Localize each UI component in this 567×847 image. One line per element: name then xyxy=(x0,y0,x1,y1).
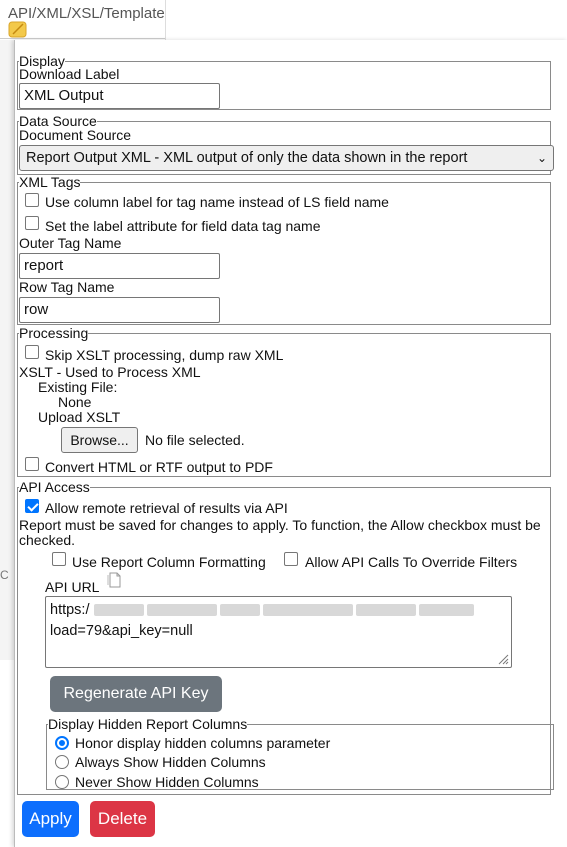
processing-legend: Processing xyxy=(19,325,89,341)
document-source-value: Report Output XML - XML output of only the data shown in the report xyxy=(26,150,468,166)
regenerate-api-key-button[interactable]: Regenerate API Key xyxy=(50,676,222,712)
outer-tag-input[interactable]: report xyxy=(19,253,220,279)
use-column-label-checkbox[interactable] xyxy=(25,193,39,207)
document-source-select[interactable] xyxy=(19,145,554,171)
download-label-input[interactable]: XML Output xyxy=(19,83,220,109)
radio-never-show-hidden[interactable] xyxy=(55,775,69,789)
allow-remote-label[interactable]: Allow remote retrieval of results via API xyxy=(45,500,288,516)
background-tab-line xyxy=(0,38,166,39)
upload-xslt-title: Upload XSLT xyxy=(38,409,121,425)
api-url-prefix: https:/ xyxy=(50,602,90,618)
background-left-char: C xyxy=(0,568,9,582)
use-column-label-label[interactable]: Use column label for tag name instead of LS field name xyxy=(45,194,389,210)
api-access-legend: API Access xyxy=(19,479,90,495)
chevron-down-icon: ⌄ xyxy=(536,151,547,165)
export-settings-dialog xyxy=(14,40,567,847)
radio-always-show-hidden[interactable] xyxy=(55,755,69,769)
api-url-line-1 xyxy=(50,600,507,621)
convert-pdf-label[interactable]: Convert HTML or RTF output to PDF xyxy=(45,459,273,475)
radio-honor-hidden-columns[interactable] xyxy=(55,736,69,750)
download-label-title: Download Label xyxy=(19,66,120,82)
convert-pdf-checkbox[interactable] xyxy=(25,457,39,471)
delete-button[interactable]: Delete xyxy=(90,801,155,837)
copy-document-icon[interactable] xyxy=(107,572,121,588)
display-legend: Display xyxy=(19,53,65,69)
existing-file-title: Existing File: xyxy=(38,379,118,395)
browse-button[interactable]: Browse... xyxy=(61,427,138,453)
api-url-title: API URL xyxy=(45,579,100,595)
allow-override-filters-checkbox[interactable] xyxy=(284,552,298,566)
resize-grip-icon[interactable] xyxy=(497,653,509,665)
allow-override-filters-label[interactable]: Allow API Calls To Override Filters xyxy=(305,554,518,570)
radio-honor-hidden-columns-label[interactable]: Honor display hidden columns parameter xyxy=(75,735,331,751)
background-left-panel xyxy=(0,40,14,660)
row-tag-title: Row Tag Name xyxy=(19,279,115,295)
apply-button[interactable]: Apply xyxy=(22,801,79,837)
api-url-line-2: load=79&api_key=null xyxy=(50,623,193,639)
set-label-attribute-checkbox[interactable] xyxy=(25,216,39,230)
background-divider xyxy=(165,0,166,40)
api-url-textarea[interactable] xyxy=(45,596,512,668)
skip-xslt-label[interactable]: Skip XSLT processing, dump raw XML xyxy=(45,347,284,363)
skip-xslt-checkbox[interactable] xyxy=(25,345,39,359)
api-save-note: Report must be saved for changes to apply. To function, the Allow checkbox must be checked. xyxy=(19,517,541,548)
allow-remote-checkbox[interactable] xyxy=(25,499,39,513)
use-report-formatting-checkbox[interactable] xyxy=(52,552,66,566)
outer-tag-title: Outer Tag Name xyxy=(19,235,122,251)
no-file-selected-text: No file selected. xyxy=(145,432,245,448)
row-tag-input[interactable]: row xyxy=(19,297,220,323)
existing-file-value: None xyxy=(58,394,92,410)
set-label-attribute-label[interactable]: Set the label attribute for field data tag name xyxy=(45,218,321,234)
use-report-formatting-label[interactable]: Use Report Column Formatting xyxy=(72,554,266,570)
xslt-title: XSLT - Used to Process XML xyxy=(19,364,201,380)
pencil-folder-icon xyxy=(8,20,28,38)
background-breadcrumb: API/XML/XSL/Template xyxy=(8,5,165,22)
radio-never-show-hidden-label[interactable]: Never Show Hidden Columns xyxy=(75,774,259,790)
data-source-legend: Data Source xyxy=(19,113,97,129)
hidden-columns-legend: Display Hidden Report Columns xyxy=(48,716,248,732)
document-source-title: Document Source xyxy=(19,127,132,143)
radio-always-show-hidden-label[interactable]: Always Show Hidden Columns xyxy=(75,754,266,770)
xml-tags-legend: XML Tags xyxy=(19,174,81,190)
